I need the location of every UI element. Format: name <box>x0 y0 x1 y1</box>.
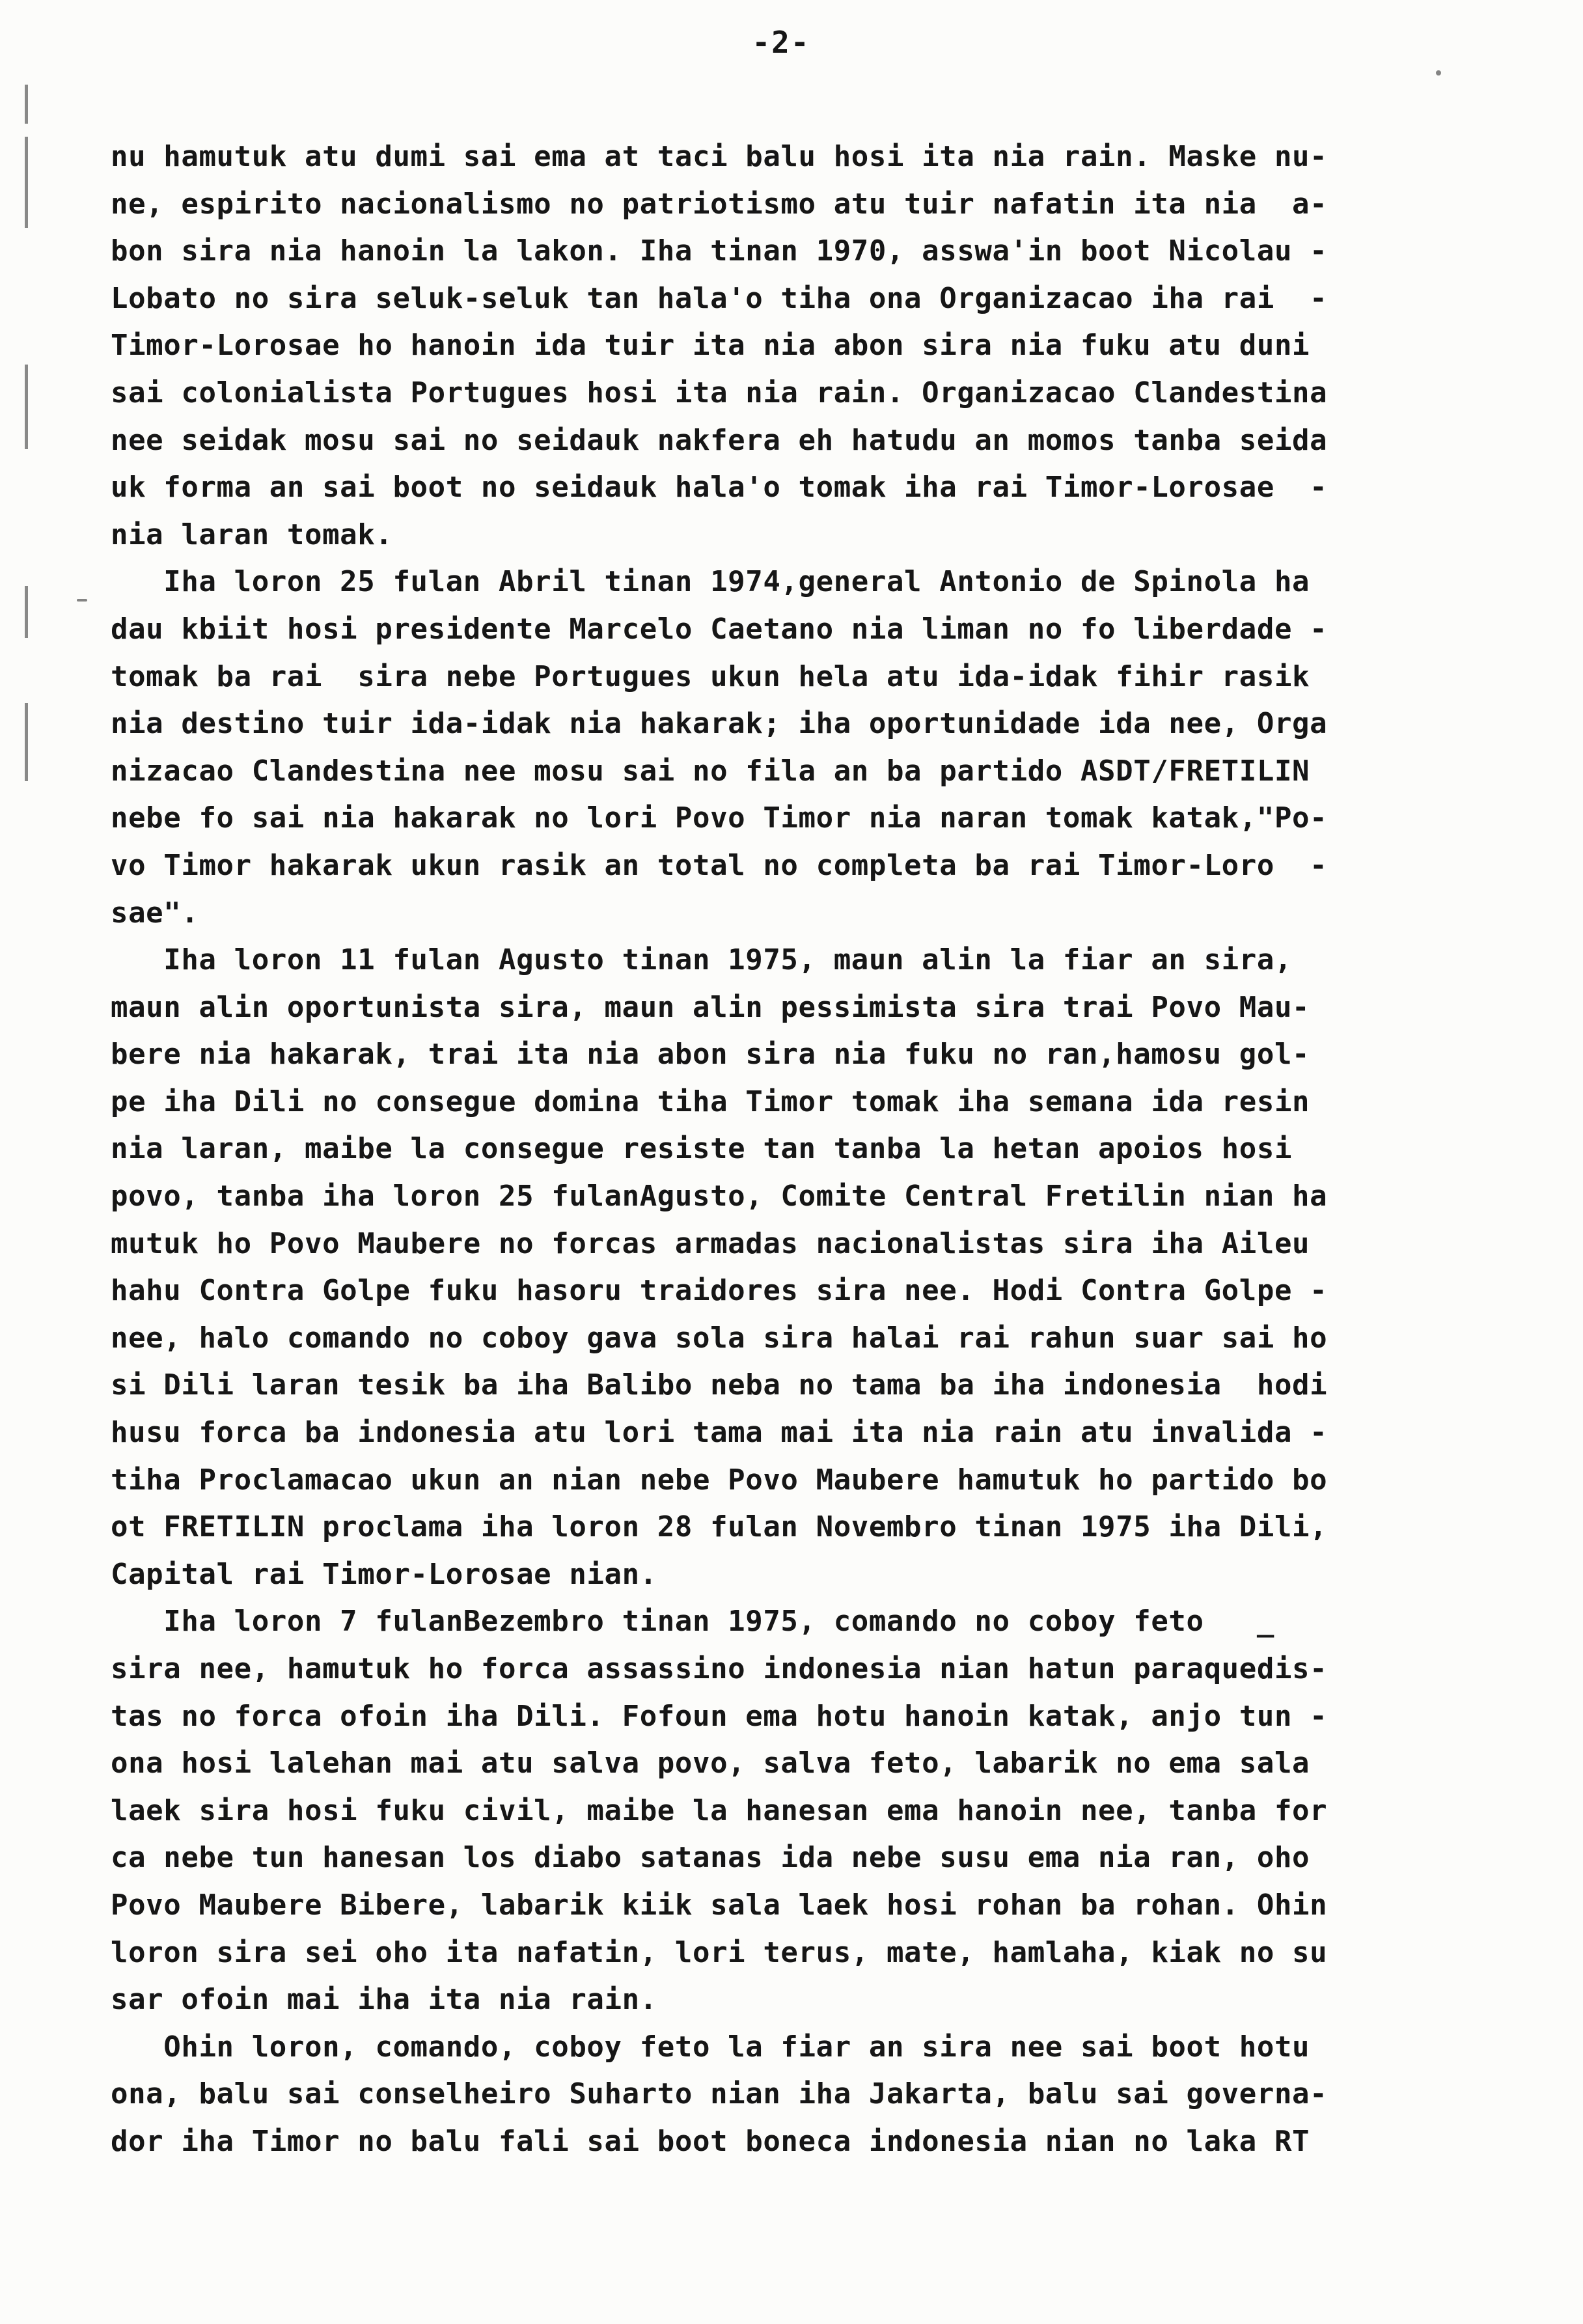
text-line: sai colonialista Portugues hosi ita nia rain. Organizacao Clandestina <box>111 376 1328 409</box>
text-line: nia laran tomak. <box>111 518 393 551</box>
text-line: Lobato no sira seluk-seluk tan hala'o tiha ona Organizacao iha rai - <box>111 281 1328 315</box>
text-line: bon sira nia hanoin la lakon. Iha tinan 1970, asswa'in boot Nicolau - <box>111 234 1328 268</box>
text-line: loron sira sei oho ita nafatin, lori terus, mate, hamlaha, kiak no su <box>111 1935 1328 1969</box>
binding-edge-mark <box>25 586 28 638</box>
body-text <box>111 133 1465 2166</box>
text-line: Iha loron 7 fulanBezembro tinan 1975, comando no coboy feto _ <box>111 1605 1274 1639</box>
text-line: dor iha Timor no balu fali sai boot boneca indonesia nian no laka RT <box>111 2124 1310 2158</box>
binding-edge-mark <box>25 703 28 781</box>
text-line: Iha loron 25 fulan Abril tinan 1974,general Antonio de Spinola ha <box>111 565 1310 599</box>
binding-edge-mark <box>25 137 28 228</box>
text-line: si Dili laran tesik ba iha Balibo neba no tama ba iha indonesia hodi <box>111 1368 1328 1402</box>
text-line: Povo Maubere Bibere, labarik kiik sala laek hosi rohan ba rohan. Ohin <box>111 1888 1328 1922</box>
paragraph-4 <box>111 1598 1465 2023</box>
text-line: maun alin oportunista sira, maun alin pessimista sira trai Povo Mau- <box>111 990 1310 1024</box>
scan-speck <box>1436 70 1441 76</box>
text-line: tomak ba rai sira nebe Portugues ukun hela atu ida-idak fihir rasik <box>111 659 1310 693</box>
text-line: Capital rai Timor-Lorosae nian. <box>111 1557 657 1591</box>
text-line: povo, tanba iha loron 25 fulanAgusto, Comite Central Fretilin nian ha <box>111 1180 1328 1213</box>
text-line: nebe fo sai nia hakarak no lori Povo Timor nia naran tomak katak,"Po- <box>111 801 1328 835</box>
binding-edge-mark <box>25 365 28 449</box>
text-line: nee seidak mosu sai no seidauk nakfera eh hatudu an momos tanba seida <box>111 423 1328 457</box>
text-line: ona, balu sai conselheiro Suharto nian iha Jakarta, balu sai governa- <box>111 2077 1328 2111</box>
text-line: nia laran, maibe la consegue resiste tan tanba la hetan apoios hosi <box>111 1132 1293 1166</box>
paragraph-5 <box>111 2024 1465 2166</box>
text-line: nee, halo comando no coboy gava sola sira halai rai rahun suar sai ho <box>111 1321 1328 1355</box>
paragraph-1 <box>111 133 1465 559</box>
text-line: vo Timor hakarak ukun rasik an total no completa ba rai Timor-Loro - <box>111 848 1328 882</box>
text-line: Iha loron 11 fulan Agusto tinan 1975, maun alin la fiar an sira, <box>111 943 1293 977</box>
text-line: ca nebe tun hanesan los diabo satanas ida nebe susu ema nia ran, oho <box>111 1841 1310 1875</box>
text-line: mutuk ho Povo Maubere no forcas armadas nacionalistas sira iha Aileu <box>111 1226 1310 1260</box>
text-line: pe iha Dili no consegue domina tiha Timor tomak iha semana ida resin <box>111 1085 1310 1118</box>
paragraph-3 <box>111 937 1465 1598</box>
text-line: ot FRETILIN proclama iha loron 28 fulan Novembro tinan 1975 iha Dili, <box>111 1510 1328 1544</box>
text-line: husu forca ba indonesia atu lori tama mai ita nia rain atu invalida - <box>111 1416 1328 1450</box>
text-line: ne, espirito nacionalismo no patriotismo atu tuir nafatin ita nia a- <box>111 187 1328 221</box>
text-line: tas no forca ofoin iha Dili. Fofoun ema hotu hanoin katak, anjo tun - <box>111 1699 1328 1733</box>
text-line: nu hamutuk atu dumi sai ema at taci balu hosi ita nia rain. Maske nu- <box>111 140 1328 173</box>
paragraph-2 <box>111 559 1465 937</box>
text-line: Timor-Lorosae ho hanoin ida tuir ita nia abon sira nia fuku atu duni <box>111 329 1310 363</box>
text-line: Ohin loron, comando, coboy feto la fiar an sira nee sai boot hotu <box>111 2030 1310 2064</box>
text-line: nia destino tuir ida-idak nia hakarak; iha oportunidade ida nee, Orga <box>111 707 1328 741</box>
text-line: sae". <box>111 896 199 930</box>
text-line: hahu Contra Golpe fuku hasoru traidores sira nee. Hodi Contra Golpe - <box>111 1274 1328 1308</box>
text-line: ona hosi lalehan mai atu salva povo, salva feto, labarik no ema sala <box>111 1747 1310 1780</box>
text-line: dau kbiit hosi presidente Marcelo Caetano nia liman no fo liberdade - <box>111 612 1328 646</box>
text-line: tiha Proclamacao ukun an nian nebe Povo Maubere hamutuk ho partido bo <box>111 1463 1328 1497</box>
binding-edge-mark <box>25 85 28 124</box>
text-line: nizacao Clandestina nee mosu sai no fila an ba partido ASDT/FRETILIN <box>111 754 1310 788</box>
text-line: sar ofoin mai iha ita nia rain. <box>111 1983 657 2017</box>
text-line: sira nee, hamutuk ho forca assassino indonesia nian hatun paraquedis- <box>111 1652 1328 1685</box>
text-line: laek sira hosi fuku civil, maibe la hanesan ema hanoin nee, tanba for <box>111 1793 1328 1827</box>
scan-speck <box>77 599 87 602</box>
text-line: bere nia hakarak, trai ita nia abon sira nia fuku no ran,hamosu gol- <box>111 1038 1310 1072</box>
page-number: -2- <box>752 25 810 60</box>
text-line: uk forma an sai boot no seidauk hala'o tomak iha rai Timor-Lorosae - <box>111 471 1328 505</box>
